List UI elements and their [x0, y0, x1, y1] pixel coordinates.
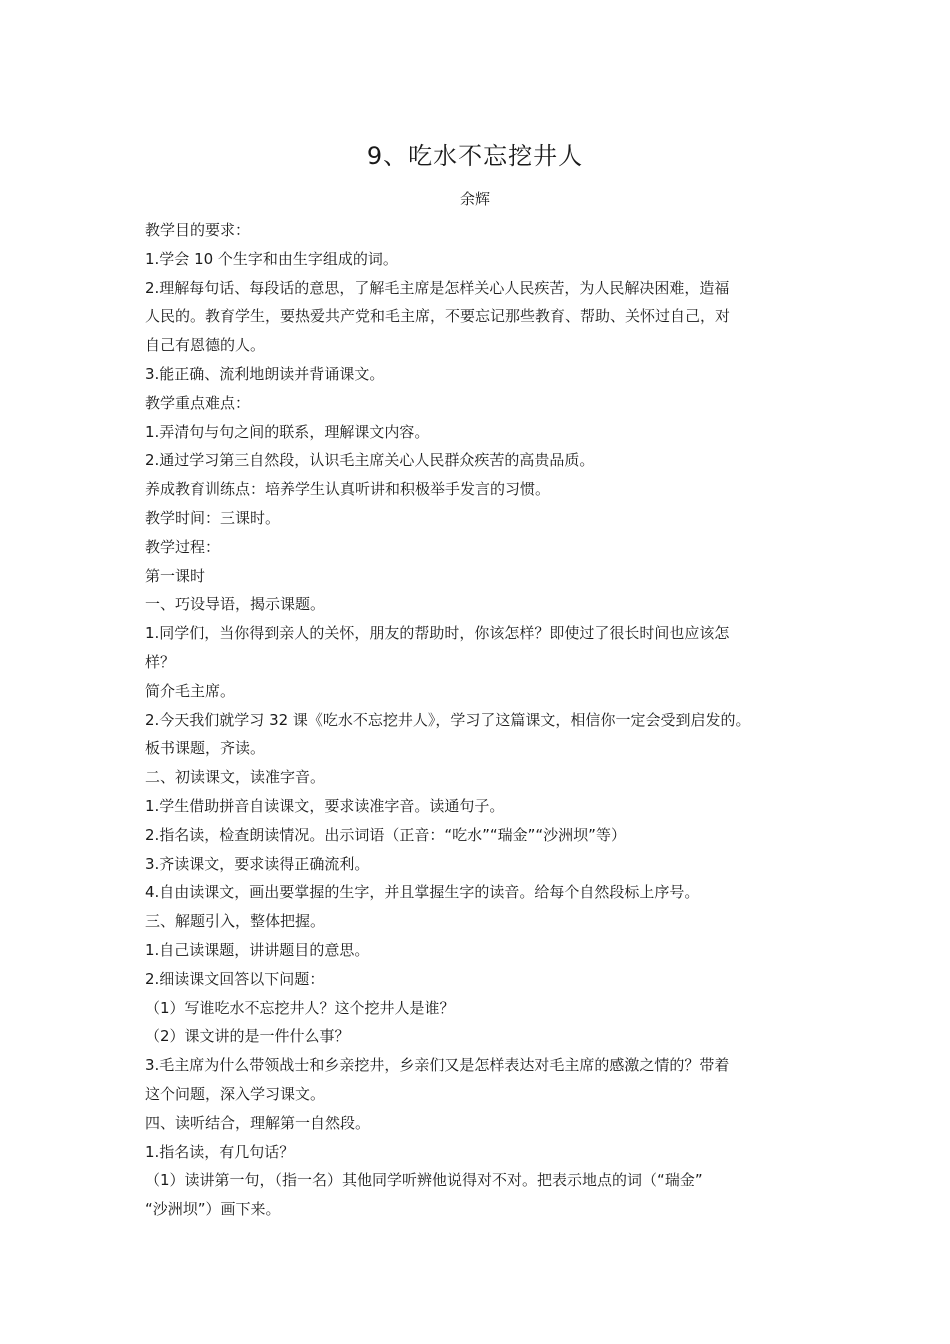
- text-line: 人民的。教育学生，要热爱共产党和毛主席，不要忘记那些教育、帮助、关怀过自己，对: [145, 307, 731, 326]
- text-line: 一、巧设导语，揭示课题。: [145, 595, 326, 614]
- text-line: 自己有恩德的人。: [145, 336, 266, 355]
- text-line: “沙洲坝”）画下来。: [145, 1200, 281, 1219]
- text-line: 第一课时: [145, 566, 206, 585]
- text-line: 板书课题，齐读。: [145, 739, 266, 758]
- text-line: 教学重点难点：: [145, 393, 251, 412]
- text-line: 养成教育训练点：培养学生认真听讲和积极举手发言的习惯。: [145, 480, 551, 499]
- text-line: 1.学生借助拼音自读课文，要求读准字音。读通句子。: [145, 796, 505, 815]
- text-line: 1.学会 10 个生字和由生字组成的词。: [145, 249, 398, 268]
- text-line: 1.自己读课题，讲讲题目的意思。: [145, 940, 370, 959]
- text-line: 1.指名读，有几句话？: [145, 1142, 295, 1161]
- document-author: 余辉: [459, 190, 490, 208]
- text-line: 2.通过学习第三自然段，认识毛主席关心人民群众疾苦的高贵品质。: [145, 451, 595, 470]
- text-line: （2）课文讲的是一件什么事？: [145, 1027, 350, 1046]
- text-line: 1.同学们，当你得到亲人的关怀，朋友的帮助时，你该怎样？即使过了很长时间也应该怎: [145, 624, 730, 643]
- text-line: 教学时间：三课时。: [145, 508, 281, 527]
- text-line: （1）写谁吃水不忘挖井人？这个挖井人是谁？: [145, 998, 455, 1017]
- text-line: 4.自由读课文，画出要掌握的生字，并且掌握生字的读音。给每个自然段标上序号。: [145, 883, 700, 902]
- text-line: 2.今天我们就学习 32 课《吃水不忘挖井人》，学习了这篇课文，相信你一定会受到启发的。: [145, 710, 751, 729]
- text-line: 2.理解每句话、每段话的意思，了解毛主席是怎样关心人民疾苦，为人民解决困难，造福: [145, 278, 730, 297]
- text-line: 2.细读课文回答以下问题：: [145, 969, 325, 988]
- text-line: 1.弄清句与句之间的联系，理解课文内容。: [145, 422, 430, 441]
- text-line: 样？: [145, 652, 176, 671]
- text-line: 3.毛主席为什么带领战士和乡亲挖井，乡亲们又是怎样表达对毛主席的感激之情的？带着: [145, 1056, 730, 1075]
- text-line: 简介毛主席。: [145, 681, 236, 700]
- text-line: 三、解题引入，整体把握。: [145, 912, 326, 931]
- document-body: [145, 216, 835, 1224]
- text-line: 二、初读课文，读准字音。: [145, 768, 326, 787]
- document-title: 9、吃水不忘挖井人: [366, 142, 584, 170]
- text-line: 2.指名读，检查朗读情况。出示词语（正音：“吃水”“瑞金”“沙洲坝”等）: [145, 825, 626, 844]
- text-line: 四、读听结合，理解第一自然段。: [145, 1113, 371, 1132]
- text-line: 3.齐读课文，要求读得正确流利。: [145, 854, 370, 873]
- text-line: 这个问题，深入学习课文。: [145, 1084, 326, 1103]
- text-line: 3.能正确、流利地朗读并背诵课文。: [145, 364, 385, 383]
- text-line: 教学目的要求：: [145, 221, 251, 239]
- text-line: （1）读讲第一句，（指一名）其他同学听辨他说得对不对。把表示地点的词（“瑞金”: [145, 1171, 703, 1190]
- text-line: 教学过程：: [145, 537, 221, 556]
